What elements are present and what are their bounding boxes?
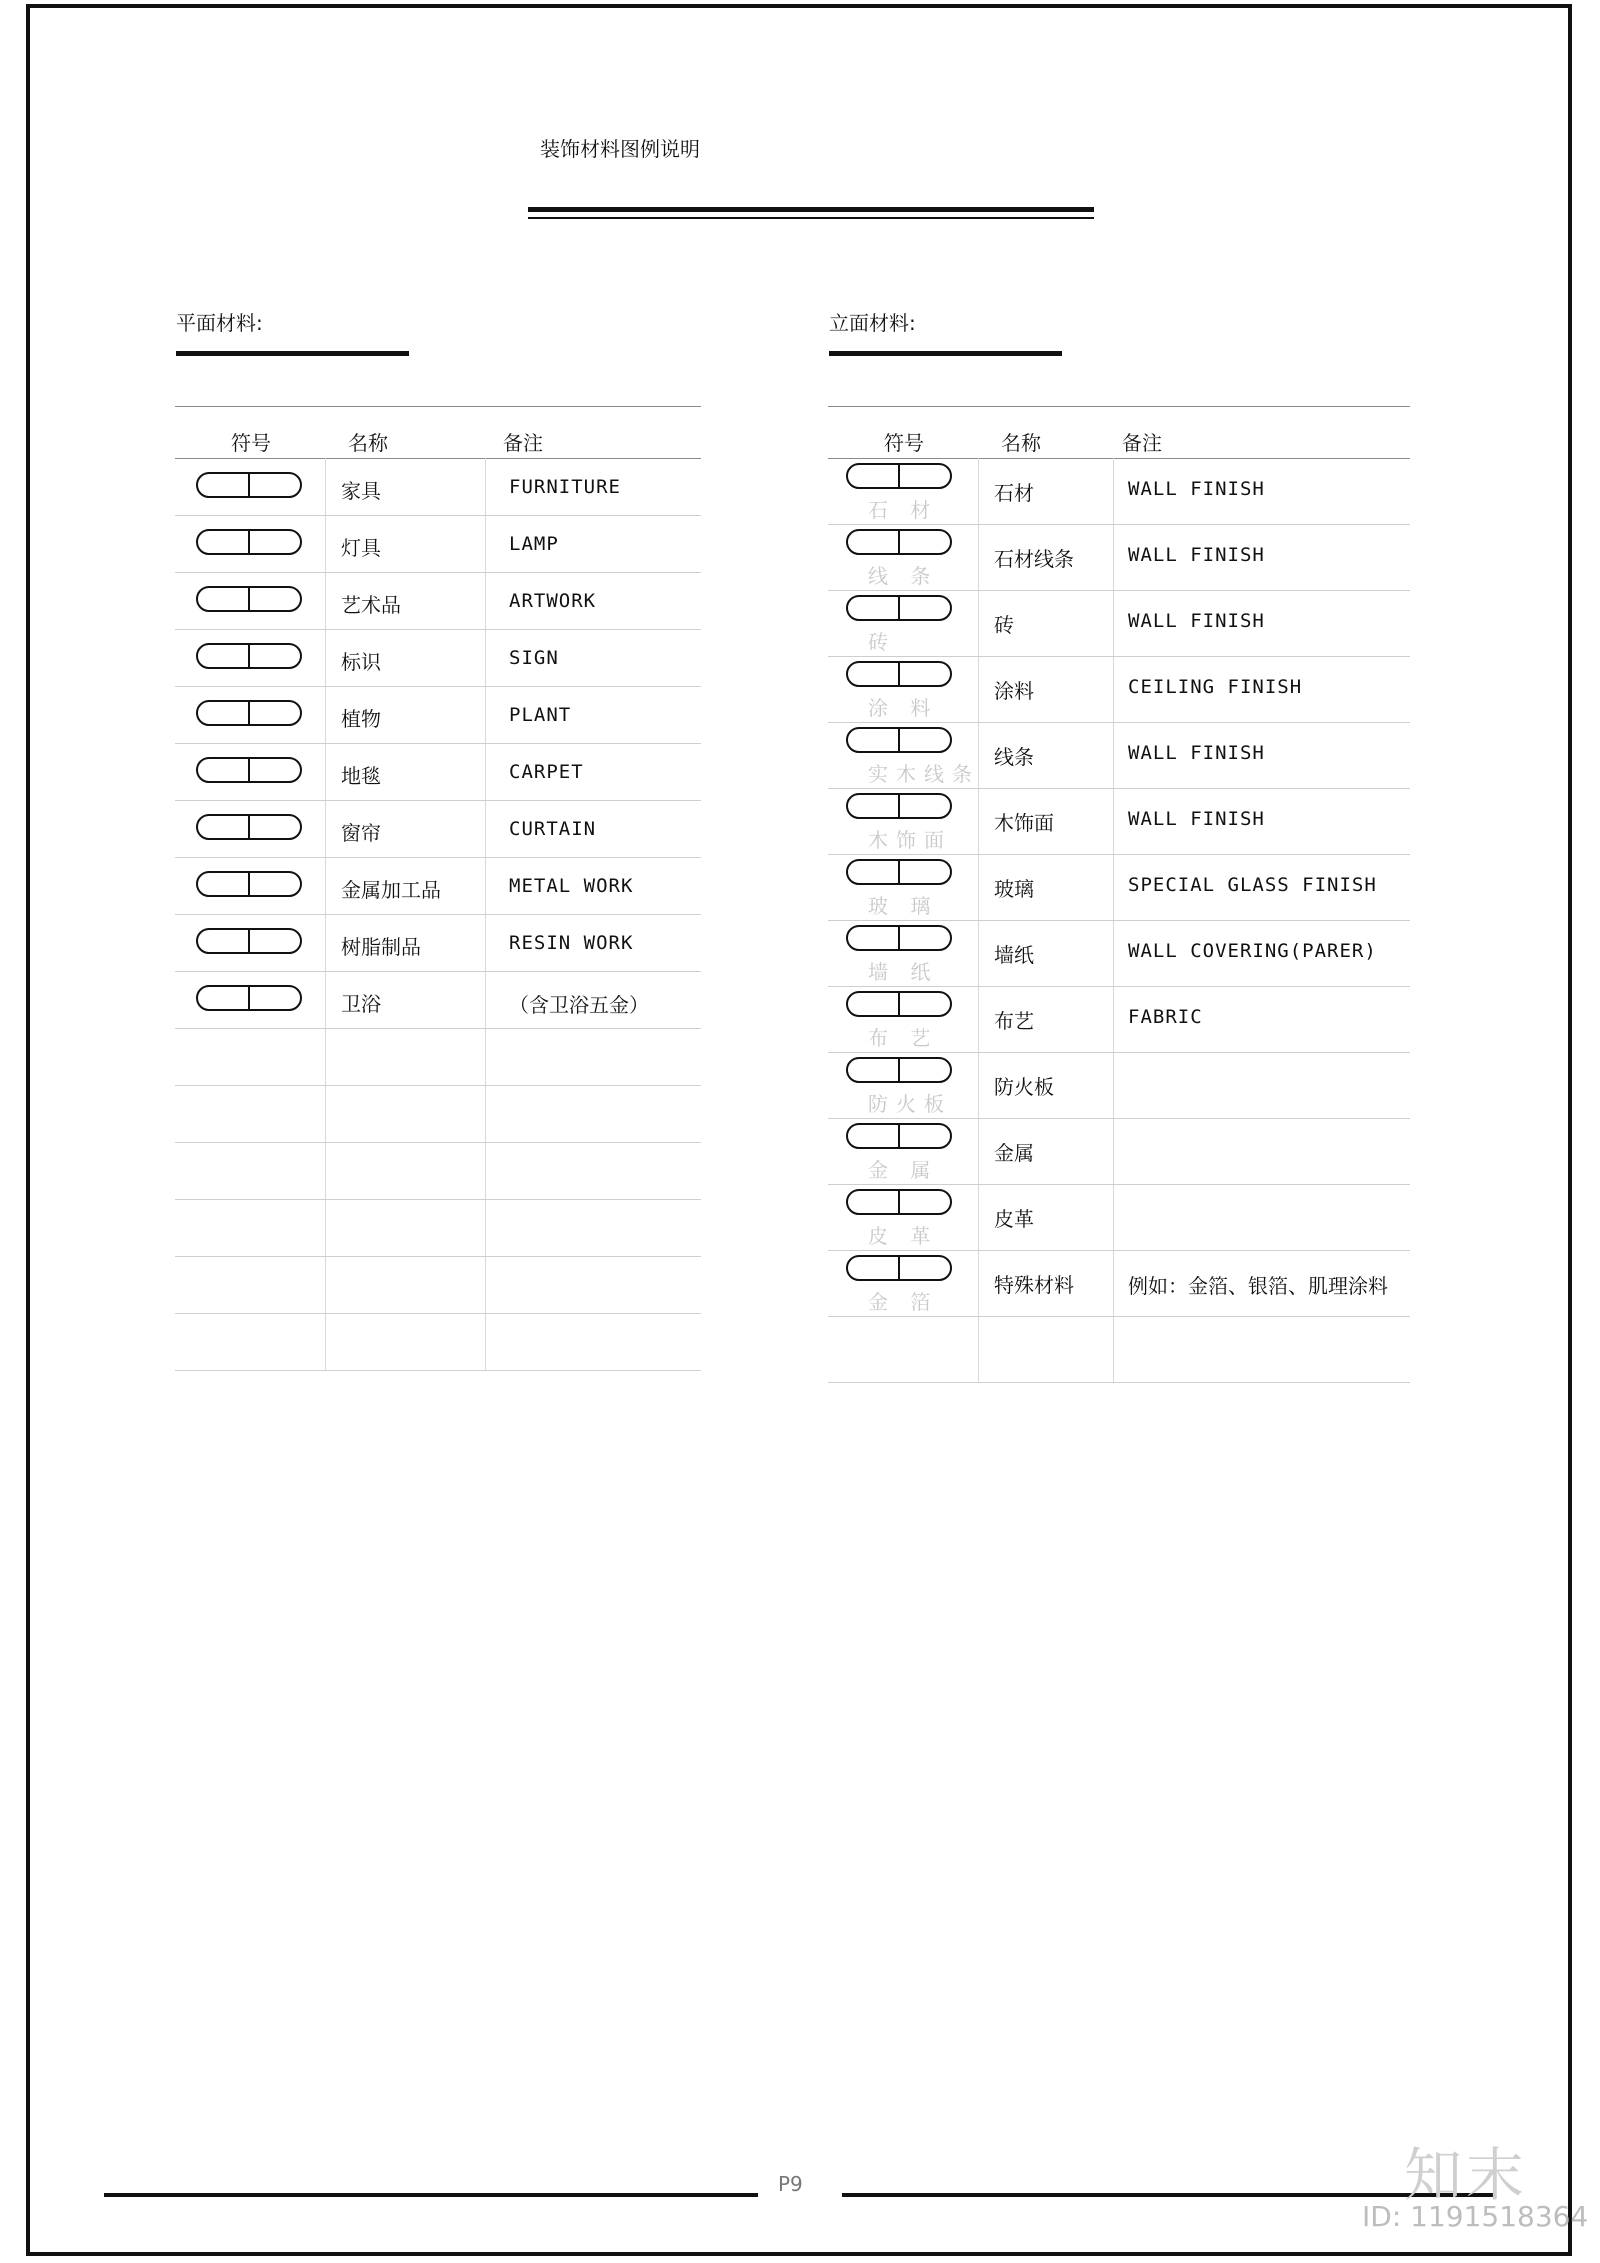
plan-row-note: （含卫浴五金）: [509, 993, 649, 1017]
elevation-symbol-code: 布 艺: [868, 1026, 939, 1050]
elevation-symbol-pill: [846, 991, 952, 1017]
elevation-symbol-pill: [846, 595, 952, 621]
elevation-symbol-code: 玻 璃: [868, 894, 939, 918]
plan-row-name: 艺术品: [341, 593, 401, 617]
elevation-row-note: CEILING FINISH: [1128, 676, 1303, 698]
elevation-symbol-pill: [846, 463, 952, 489]
plan-row-name: 卫浴: [341, 992, 381, 1016]
elevation-row-name: 木饰面: [994, 811, 1054, 835]
elevation-row-name: 砖: [994, 613, 1014, 637]
elevation-table-top-rule: [828, 406, 1410, 407]
elevation-symbol-code: 石 材: [868, 498, 939, 522]
elevation-row-note: WALL FINISH: [1128, 544, 1265, 566]
plan-row-note: PLANT: [509, 704, 572, 726]
elevation-row-rule: [828, 986, 1410, 987]
elevation-row-note: WALL FINISH: [1128, 742, 1265, 764]
plan-row-name: 金属加工品: [341, 878, 441, 902]
plan-row-rule: [175, 1142, 701, 1143]
elevation-symbol-code: 防火板: [868, 1092, 952, 1116]
elevation-row-rule: [828, 1118, 1410, 1119]
elevation-row-name: 皮革: [994, 1207, 1034, 1231]
plan-row-rule: [175, 800, 701, 801]
elevation-symbol-pill: [846, 1189, 952, 1215]
elevation-symbol-code: 木饰面: [868, 828, 952, 852]
elevation-column-header: 备注: [1122, 431, 1162, 455]
plan-row-note: CURTAIN: [509, 818, 597, 840]
elevation-symbol-pill: [846, 793, 952, 819]
elevation-symbol-pill: [846, 529, 952, 555]
elevation-row-rule: [828, 1184, 1410, 1185]
plan-row-rule: [175, 1199, 701, 1200]
elevation-row-rule: [828, 1316, 1410, 1317]
elevation-row-name: 布艺: [994, 1009, 1034, 1033]
elevation-row-rule: [828, 1382, 1410, 1383]
plan-header-rule: [175, 458, 701, 459]
plan-row-rule: [175, 1370, 701, 1371]
elevation-row-rule: [828, 524, 1410, 525]
page-frame: [26, 4, 1572, 2256]
elevation-symbol-code: 涂 料: [868, 696, 939, 720]
plan-row-note: METAL WORK: [509, 875, 634, 897]
plan-symbol-pill: [196, 529, 302, 555]
plan-row-note: ARTWORK: [509, 590, 597, 612]
plan-column-header: 名称: [348, 431, 388, 455]
plan-row-name: 窗帘: [341, 821, 381, 845]
title-underline-2: [528, 217, 1094, 219]
elevation-symbol-code: 金 箔: [868, 1290, 939, 1314]
plan-row-rule: [175, 914, 701, 915]
plan-heading: 平面材料:: [176, 311, 263, 335]
elevation-row-rule: [828, 1052, 1410, 1053]
plan-row-rule: [175, 743, 701, 744]
plan-row-name: 植物: [341, 707, 381, 731]
elevation-row-name: 墙纸: [994, 943, 1034, 967]
plan-row-rule: [175, 572, 701, 573]
elevation-row-rule: [828, 920, 1410, 921]
plan-row-rule: [175, 1313, 701, 1314]
elevation-row-name: 石材: [994, 481, 1034, 505]
plan-symbol-pill: [196, 700, 302, 726]
elevation-heading: 立面材料:: [829, 311, 916, 335]
elevation-symbol-pill: [846, 925, 952, 951]
elevation-symbol-code: 砖: [868, 630, 896, 654]
elevation-symbol-code: 皮 革: [868, 1224, 939, 1248]
elevation-row-note: WALL FINISH: [1128, 808, 1265, 830]
plan-row-name: 标识: [341, 650, 381, 674]
elevation-symbol-pill: [846, 1255, 952, 1281]
elevation-row-rule: [828, 590, 1410, 591]
elevation-row-name: 石材线条: [994, 547, 1074, 571]
plan-row-rule: [175, 1085, 701, 1086]
page-title: 装饰材料图例说明: [540, 137, 700, 161]
plan-table-top-rule: [175, 406, 701, 407]
elevation-symbol-pill: [846, 859, 952, 885]
elevation-row-note: WALL COVERING(PARER): [1128, 940, 1377, 962]
plan-row-rule: [175, 515, 701, 516]
elevation-column-header: 符号: [884, 431, 924, 455]
plan-row-note: CARPET: [509, 761, 584, 783]
elevation-row-note: WALL FINISH: [1128, 610, 1265, 632]
elevation-row-rule: [828, 722, 1410, 723]
plan-row-note: FURNITURE: [509, 476, 621, 498]
elevation-row-rule: [828, 656, 1410, 657]
plan-symbol-pill: [196, 643, 302, 669]
plan-column-header: 备注: [503, 431, 543, 455]
plan-row-rule: [175, 1256, 701, 1257]
elevation-symbol-code: 线 条: [868, 564, 939, 588]
footer-line-left: [104, 2193, 758, 2197]
plan-row-rule: [175, 857, 701, 858]
elevation-symbol-pill: [846, 1123, 952, 1149]
elevation-symbol-code: 金 属: [868, 1158, 939, 1182]
elevation-row-note: FABRIC: [1128, 1006, 1203, 1028]
plan-row-name: 灯具: [341, 536, 381, 560]
plan-row-name: 地毯: [341, 764, 381, 788]
elevation-row-rule: [828, 1250, 1410, 1251]
plan-row-note: SIGN: [509, 647, 559, 669]
page-number: P9: [778, 2172, 803, 2196]
plan-row-name: 家具: [341, 479, 381, 503]
plan-heading-underline: [176, 351, 409, 356]
elevation-row-name: 金属: [994, 1141, 1034, 1165]
elevation-symbol-code: 实木线条: [868, 762, 980, 786]
plan-symbol-pill: [196, 472, 302, 498]
plan-column-header: 符号: [231, 431, 271, 455]
elevation-row-name: 防火板: [994, 1075, 1054, 1099]
elevation-symbol-code: 墙 纸: [868, 960, 939, 984]
elevation-column-header: 名称: [1001, 431, 1041, 455]
elevation-row-name: 特殊材料: [994, 1273, 1074, 1297]
elevation-row-note: WALL FINISH: [1128, 478, 1265, 500]
plan-symbol-pill: [196, 814, 302, 840]
plan-symbol-pill: [196, 757, 302, 783]
elevation-row-name: 线条: [994, 745, 1034, 769]
plan-row-rule: [175, 971, 701, 972]
elevation-symbol-pill: [846, 661, 952, 687]
elevation-symbol-pill: [846, 727, 952, 753]
elevation-row-note: SPECIAL GLASS FINISH: [1128, 874, 1377, 896]
plan-row-rule: [175, 629, 701, 630]
plan-row-note: RESIN WORK: [509, 932, 634, 954]
plan-row-rule: [175, 1028, 701, 1029]
elevation-row-name: 涂料: [994, 679, 1034, 703]
plan-row-rule: [175, 686, 701, 687]
plan-symbol-pill: [196, 871, 302, 897]
elevation-header-rule: [828, 458, 1410, 459]
plan-symbol-pill: [196, 928, 302, 954]
plan-row-note: LAMP: [509, 533, 559, 555]
plan-symbol-pill: [196, 586, 302, 612]
elevation-row-name: 玻璃: [994, 877, 1034, 901]
elevation-row-note: 例如：金箔、银箔、肌理涂料: [1128, 1274, 1388, 1298]
elevation-heading-underline: [829, 351, 1062, 356]
watermark-id: ID: 1191518364: [1362, 2200, 1589, 2233]
footer-line-right: [842, 2193, 1496, 2197]
elevation-row-rule: [828, 854, 1410, 855]
plan-row-name: 树脂制品: [341, 935, 421, 959]
watermark-logo: 知末: [1404, 2141, 1529, 2209]
plan-symbol-pill: [196, 985, 302, 1011]
elevation-symbol-pill: [846, 1057, 952, 1083]
title-underline-1: [528, 207, 1094, 212]
elevation-row-rule: [828, 788, 1410, 789]
